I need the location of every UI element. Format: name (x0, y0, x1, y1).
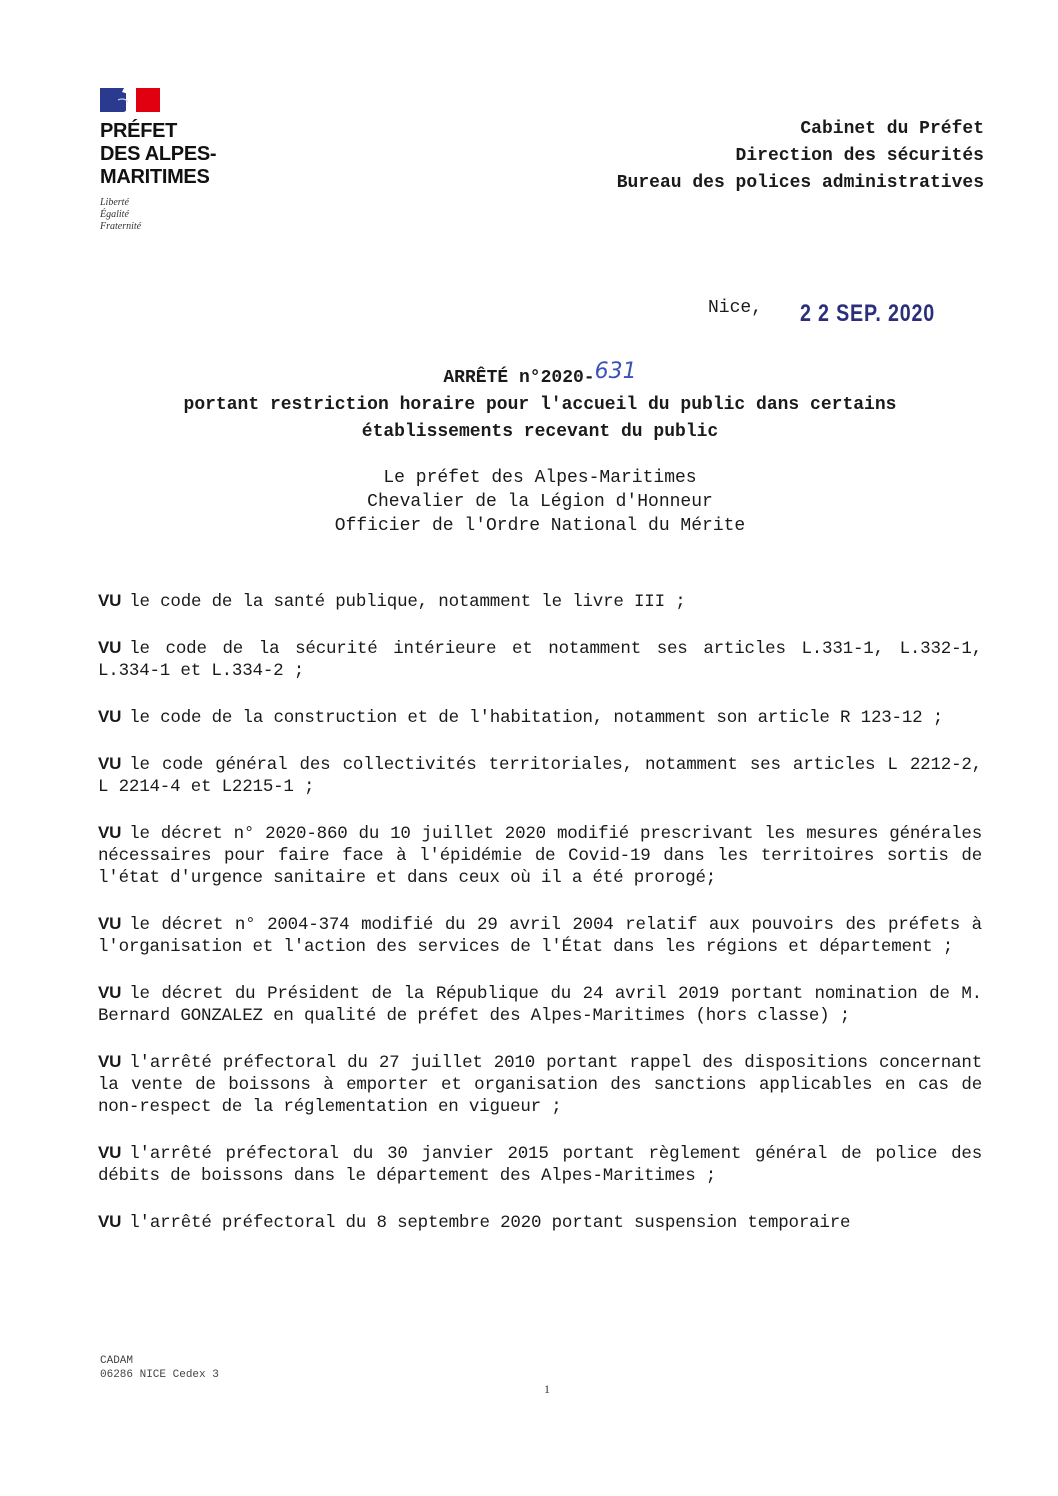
vu-keyword: VU (98, 1212, 122, 1231)
prefect-titles (60, 466, 1020, 538)
department-line-2: Direction des sécurités (735, 146, 984, 166)
prefect-title-line-1: Le préfet des Alpes-Maritimes (383, 468, 697, 488)
consideration-paragraph (98, 637, 982, 682)
motto-liberte: Liberté (100, 197, 129, 208)
decree-title (60, 359, 1020, 446)
decree-number-prefix: ARRÊTÉ n°2020- (443, 368, 595, 388)
department-line-1: Cabinet du Préfet (800, 119, 984, 139)
marianne-flag-icon (100, 88, 160, 112)
consideration-text: le code de la sécurité intérieure et notamment ses articles L.331-1, L.332-1, L.334-1 et L.334-2 ; (98, 639, 982, 681)
consideration-paragraph (98, 822, 982, 889)
prefet-name (100, 120, 216, 189)
vu-keyword: VU (98, 823, 122, 842)
motto-fraternite: Fraternité (100, 221, 142, 232)
address-line-2: 06286 NICE Cedex 3 (100, 1369, 219, 1381)
consideration-paragraph (98, 753, 982, 798)
page-number: 1 (544, 1382, 550, 1396)
decree-subtitle-line-1: portant restriction horaire pour l'accueil du public dans certains (183, 395, 897, 415)
postal-address (100, 1354, 219, 1382)
consideration-text: le décret du Président de la République du 24 avril 2019 portant nomination de M. Bernard GONZALEZ en qualité de préfet des Alpes-Maritimes (hors classe) ; (98, 984, 982, 1026)
prefet-name-line-2: DES ALPES- (100, 143, 217, 165)
department-line-3: Bureau des polices administratives (616, 173, 984, 193)
vu-keyword: VU (98, 1052, 122, 1071)
handwritten-decree-number: 631 (594, 359, 637, 384)
vu-keyword: VU (98, 914, 122, 933)
vu-keyword: VU (98, 1143, 122, 1162)
address-line-1: CADAM (100, 1355, 134, 1367)
consideration-paragraph (98, 1142, 982, 1187)
consideration-paragraph (98, 913, 982, 958)
consideration-paragraph (98, 1211, 982, 1234)
consideration-text: le code de la santé publique, notamment le livre III ; (129, 592, 686, 612)
vu-keyword: VU (98, 754, 122, 773)
vu-keyword: VU (98, 707, 122, 726)
consideration-text: l'arrêté préfectoral du 8 septembre 2020 portant suspension temporaire (129, 1213, 851, 1233)
vu-keyword: VU (98, 983, 122, 1002)
vu-keyword: VU (98, 591, 122, 610)
consideration-text: l'arrêté préfectoral du 30 janvier 2015 portant règlement général de police des débits de boissons dans le département des Alpes-Maritimes ; (98, 1144, 982, 1186)
prefet-name-line-3: MARITIMES (100, 166, 210, 188)
consideration-paragraph (98, 982, 982, 1027)
consideration-text: le code de la construction et de l'habitation, notamment son article R 123-12 ; (129, 708, 944, 728)
consideration-text: l'arrêté préfectoral du 27 juillet 2010 portant rappel des dispositions concernant la vente de boissons à emporter et organisation des sanctions applicables en cas de non-respect de la réglementation en vigueur ; (98, 1053, 982, 1117)
consideration-text: le décret n° 2020-860 du 10 juillet 2020 modifié prescrivant les mesures générales nécessaires pour faire face à l'épidémie de Covid-19 dans les territoires sortis de l'état d'urgence sanitaire et dans ceux où il a été prorogé; (98, 824, 982, 888)
consideration-paragraph (98, 590, 982, 613)
consideration-paragraph (98, 1051, 982, 1118)
prefecture-logo (100, 88, 216, 233)
date-stamp: 2 2 SEP. 2020 (800, 300, 936, 327)
prefet-name-line-1: PRÉFET (100, 120, 178, 142)
motto-egalite: Égalité (100, 209, 129, 220)
considerations-list (98, 590, 982, 1258)
republic-motto (100, 197, 216, 233)
decree-number-line (60, 359, 1020, 392)
issuing-department (617, 116, 984, 197)
decree-subtitle-line-2: établissements recevant du public (361, 422, 719, 442)
consideration-text: le code général des collectivités territoriales, notamment ses articles L 2212-2, L 2214-4 et L2215-1 ; (98, 755, 982, 797)
vu-keyword: VU (98, 638, 122, 657)
prefect-title-line-3: Officier de l'Ordre National du Mérite (334, 516, 746, 536)
prefect-title-line-2: Chevalier de la Légion d'Honneur (367, 492, 713, 512)
consideration-text: le décret n° 2004-374 modifié du 29 avril 2004 relatif aux pouvoirs des préfets à l'organisation et l'action des services de l'État dans les régions et département ; (98, 915, 982, 957)
consideration-paragraph (98, 706, 982, 729)
date-place: Nice, (708, 298, 763, 318)
